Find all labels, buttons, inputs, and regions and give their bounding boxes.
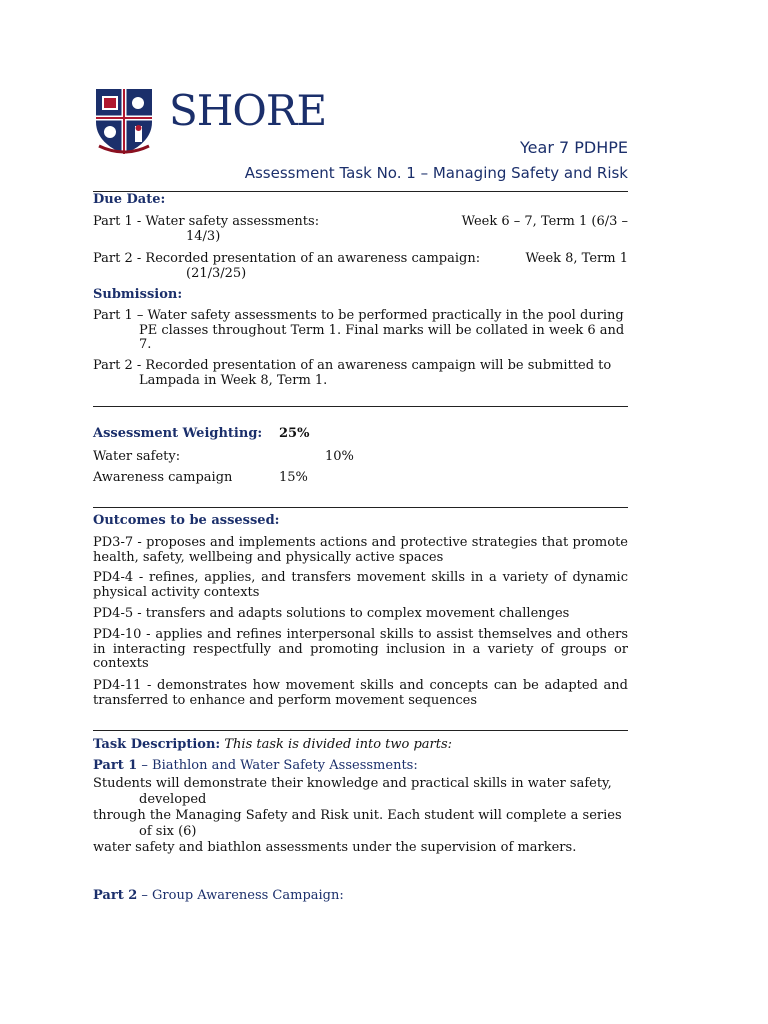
weighting-heading: Assessment Weighting: <box>93 426 263 441</box>
sub-part1-line1: Part 1 – Water safety assessments to be performed practically in the pool during <box>93 308 624 323</box>
outcome-item: PD4-11 - demonstrates how movement skills and concepts can be adapted and transferred to enhance and perform movement sequences <box>93 678 628 708</box>
due-part1-cont: 14/3) <box>186 229 221 244</box>
task-intro: This task is divided into two parts: <box>224 737 453 752</box>
water-value: 10% <box>325 449 354 464</box>
campaign-label: Awareness campaign <box>93 470 233 485</box>
weighting-water <box>93 449 628 464</box>
task-part2-label: Part 2 <box>93 888 138 903</box>
weighting-total: 25% <box>279 426 310 441</box>
task-body-line2: through the Managing Safety and Risk unit. Each student will complete a series <box>93 808 622 823</box>
divider <box>93 406 628 407</box>
outcome-item: PD4-4 - refines, applies, and transfers movement skills in a variety of dynamic physical activity contexts <box>93 570 628 600</box>
task-body-line1: Students will demonstrate their knowledge and practical skills in water safety, <box>93 776 612 791</box>
sub-part1-line2: PE classes throughout Term 1. Final marks will be collated in week 6 and <box>139 322 625 338</box>
task-description <box>93 738 628 753</box>
sub-part2-line1: Part 2 - Recorded presentation of an awareness campaign will be submitted to <box>93 358 612 373</box>
school-crest-icon <box>93 86 155 156</box>
task-part1-title: – Biathlon and Water Safety Assessments: <box>137 758 418 773</box>
sub-part2-line2: Lampada in Week 8, Term 1. <box>139 372 328 388</box>
outcome-item: PD4-10 - applies and refines interpersonal skills to assist themselves and others in interacting respectfully and promoting inclusion in a variety of groups or contexts <box>93 627 628 671</box>
logo-wordmark: SHORE <box>169 86 327 135</box>
outcome-item: PD4-5 - transfers and adapts solutions to complex movement challenges <box>93 606 570 621</box>
task-body-line3: water safety and biathlon assessments under the supervision of markers. <box>93 840 577 855</box>
page-title: Year 7 PDHPE <box>520 138 628 157</box>
weighting-row <box>93 426 628 441</box>
due-part2-cont: (21/3/25) <box>186 266 247 281</box>
outcome-item: PD3-7 - proposes and implements actions and protective strategies that promote health, safety, wellbeing and physically active spaces <box>93 535 628 565</box>
task-part1-body <box>93 776 628 856</box>
due-part2-label: Part 2 - Recorded presentation of an awareness campaign: <box>93 251 481 266</box>
submission-part1 <box>93 309 628 353</box>
task-body-line1b: developed <box>139 792 207 807</box>
due-date-part1 <box>93 214 628 244</box>
due-part1-label: Part 1 - Water safety assessments: <box>93 214 320 229</box>
campaign-value: 15% <box>279 470 308 485</box>
water-label: Water safety: <box>93 449 181 464</box>
due-part2-when: Week 8, Term 1 <box>525 251 628 266</box>
task-part1-heading <box>93 759 628 774</box>
due-part1-when: Week 6 – 7, Term 1 (6/3 – <box>461 214 628 229</box>
divider <box>93 507 628 508</box>
task-body-line2b: of six (6) <box>139 824 197 839</box>
due-date-heading: Due Date: <box>93 192 166 207</box>
divider <box>93 191 628 192</box>
divider <box>93 730 628 731</box>
sub-part1-line3: 7. <box>139 337 152 352</box>
task-heading: Task Description: <box>93 737 221 752</box>
task-part2-heading <box>93 889 628 904</box>
task-part1-label: Part 1 <box>93 758 138 773</box>
weighting-campaign <box>93 470 628 485</box>
task-part2-title: – Group Awareness Campaign: <box>137 888 344 903</box>
outcomes-heading: Outcomes to be assessed: <box>93 513 280 528</box>
submission-part2 <box>93 359 628 388</box>
due-date-part2 <box>93 251 628 281</box>
submission-heading: Submission: <box>93 287 183 302</box>
task-title: Assessment Task No. 1 – Managing Safety and Risk <box>244 164 628 182</box>
